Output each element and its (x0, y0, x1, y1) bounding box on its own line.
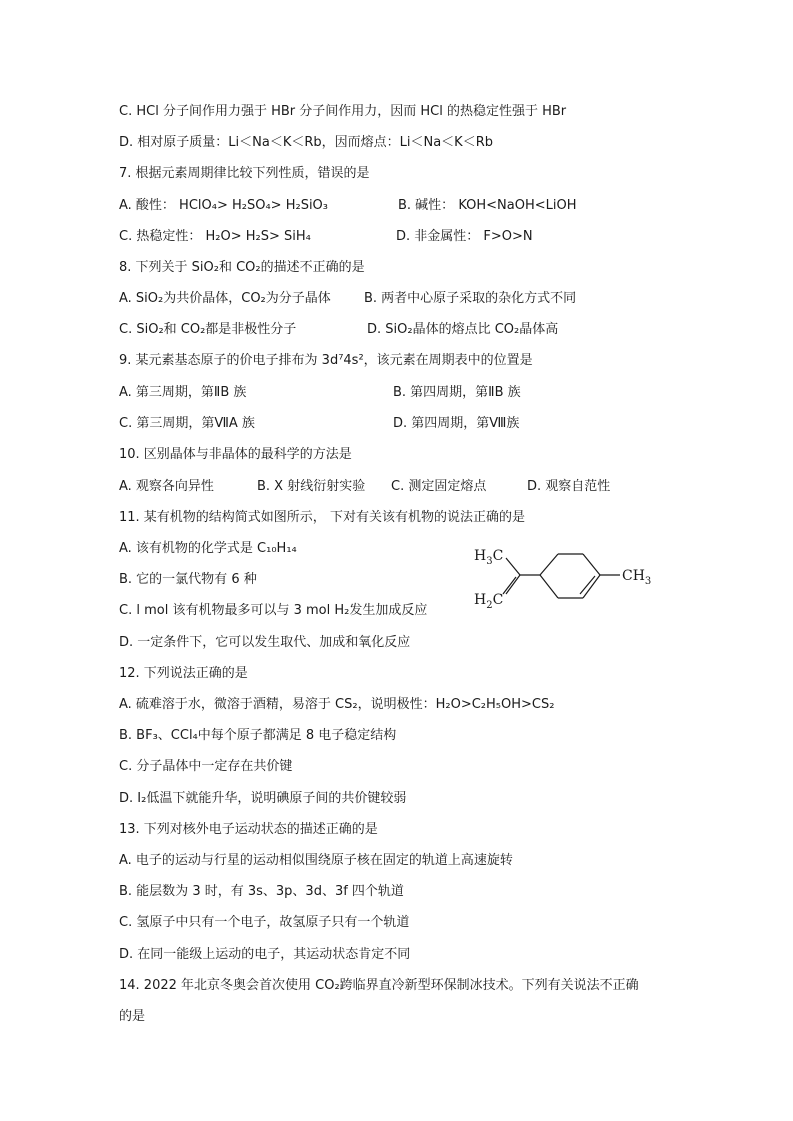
bond (506, 575, 520, 594)
q8-option-c: C. SiO₂和 CO₂都是非极性分子 (119, 322, 297, 337)
q8-stem: 8. 下列关于 SiO₂和 CO₂的描述不正确的是 (119, 260, 365, 275)
q13-option-c: C. 氢原子中只有一个电子，故氢原子只有一个轨道 (119, 915, 410, 930)
q12-option-c: C. 分子晶体中一定存在共价键 (119, 759, 293, 774)
bond (540, 575, 558, 598)
q12-option-d: D. I₂低温下就能升华，说明碘原子间的共价键较弱 (119, 791, 407, 806)
q8-option-b: B. 两者中心原子采取的杂化方式不同 (364, 291, 577, 306)
q6-option-d: D. 相对原子质量：Li＜Na＜K＜Rb，因而熔点：Li＜Na＜K＜Rb (119, 135, 493, 150)
q13-option-d: D. 在同一能级上运动的电子，其运动状态肯定不同 (119, 947, 411, 962)
q12-option-b: B. BF₃、CCl₄中每个原子都满足 8 电子稳定结构 (119, 728, 397, 743)
q7-stem: 7. 根据元素周期律比较下列性质，错误的是 (119, 166, 370, 181)
q7-option-d: D. 非金属性： F>O>N (396, 229, 533, 244)
q6-option-c: C. HCl 分子间作用力强于 HBr 分子间作用力，因而 HCl 的热稳定性强于 HBr (119, 104, 567, 119)
q11-stem: 11. 某有机物的结构简式如图所示， 下对有关该有机物的说法正确的是 (119, 510, 525, 525)
q13-option-a: A. 电子的运动与行星的运动相似围绕原子核在固定的轨道上高速旋转 (119, 853, 513, 868)
structure-diagram (470, 538, 660, 618)
q11-option-b: B. 它的一氯代物有 6 种 (119, 572, 257, 587)
q10-stem: 10. 区别晶体与非晶体的最科学的方法是 (119, 447, 352, 462)
bond (540, 554, 558, 575)
q13-option-b: B. 能层数为 3 时，有 3s、3p、3d、3f 四个轨道 (119, 884, 404, 899)
q14-stem: 14. 2022 年北京冬奥会首次使用 CO₂跨临界直冷新型环保制冰技术。下列有关说法不正确 (119, 978, 639, 993)
q9-option-c: C. 第三周期，第ⅦA 族 (119, 416, 255, 431)
q9-option-b: B. 第四周期，第ⅡB 族 (393, 385, 521, 400)
label-ch3: $CH_3$ (622, 568, 652, 587)
q8-option-a: A. SiO₂为共价晶体，CO₂为分子晶体 (119, 291, 331, 306)
q9-option-d: D. 第四周期，第Ⅷ族 (393, 416, 520, 431)
q10-option-a: A. 观察各向异性 (119, 479, 214, 494)
q8-option-d: D. SiO₂晶体的熔点比 CO₂晶体高 (367, 322, 559, 337)
q11-option-a: A. 该有机物的化学式是 C₁₀H₁₄ (119, 541, 297, 556)
q11-option-d: D. 一定条件下，它可以发生取代、加成和氧化反应 (119, 635, 411, 650)
q13-stem: 13. 下列对核外电子运动状态的描述正确的是 (119, 822, 378, 837)
q10-option-b: B. X 射线衍射实验 (257, 479, 366, 494)
q9-stem: 9. 某元素基态原子的价电子排布为 3d⁷4s²，该元素在周期表中的位置是 (119, 353, 533, 368)
q7-option-a: A. 酸性： HClO₄> H₂SO₄> H₂SiO₃ (119, 198, 328, 213)
q14-stem-continued: 的是 (119, 1009, 146, 1024)
q7-option-c: C. 热稳定性： H₂O> H₂S> SiH₄ (119, 229, 311, 244)
q10-option-c: C. 测定固定熔点 (391, 479, 487, 494)
double-bond-inner (503, 577, 516, 594)
q9-option-a: A. 第三周期，第ⅡB 族 (119, 385, 247, 400)
q12-stem: 12. 下列说法正确的是 (119, 666, 248, 681)
label-h3c: $H_3C$ (474, 548, 504, 567)
q7-option-b: B. 碱性： KOH<NaOH<LiOH (398, 198, 577, 213)
bond (583, 554, 600, 575)
label-h2c: $H_2C$ (474, 592, 504, 611)
q10-option-d: D. 观察自范性 (527, 479, 611, 494)
q11-option-c: C. l mol 该有机物最多可以与 3 mol H₂发生加成反应 (119, 603, 428, 618)
bond (506, 558, 520, 575)
q12-option-a: A. 硫难溶于水，微溶于酒精，易溶于 CS₂，说明极性：H₂O>C₂H₅OH>CS₂ (119, 697, 555, 712)
